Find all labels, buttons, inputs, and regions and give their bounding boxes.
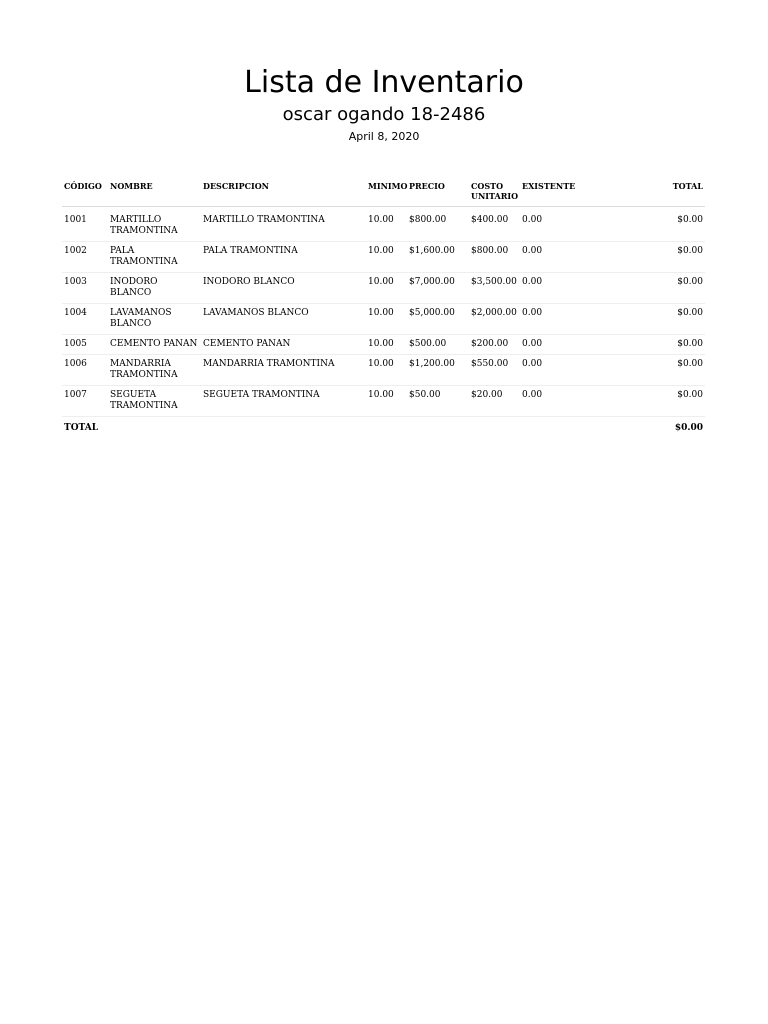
table-row xyxy=(62,211,705,242)
cell-costo: $200.00 xyxy=(469,335,520,355)
cell-costo: $400.00 xyxy=(469,211,520,242)
table-body xyxy=(62,207,705,439)
cell-existente: 0.00 xyxy=(520,242,580,273)
cell-precio: $7,000.00 xyxy=(407,273,469,304)
table-row xyxy=(62,335,705,355)
table-header-row xyxy=(62,178,705,207)
cell-minimo: 10.00 xyxy=(366,304,407,335)
report-subtitle: oscar ogando 18-2486 xyxy=(282,104,486,125)
total-label: TOTAL xyxy=(64,423,99,433)
cell-costo: $2,000.00 xyxy=(469,304,520,335)
grand-total-value: $0.00 xyxy=(674,423,703,433)
table-row xyxy=(62,386,705,417)
cell-total: $0.00 xyxy=(580,211,705,242)
header-existente: EXISTENTE xyxy=(520,178,580,207)
cell-minimo: 10.00 xyxy=(366,386,407,417)
report-header xyxy=(0,64,768,144)
cell-nombre: SEGUETA TRAMONTINA xyxy=(108,386,201,417)
cell-nombre: CEMENTO PANAN xyxy=(108,335,201,355)
cell-minimo: 10.00 xyxy=(366,335,407,355)
cell-costo: $3,500.00 xyxy=(469,273,520,304)
cell-existente: 0.00 xyxy=(520,304,580,335)
cell-total: $0.00 xyxy=(580,242,705,273)
cell-existente: 0.00 xyxy=(520,386,580,417)
cell-descripcion: INODORO BLANCO xyxy=(201,273,366,304)
cell-minimo: 10.00 xyxy=(366,242,407,273)
cell-codigo: 1001 xyxy=(62,211,108,242)
table-row xyxy=(62,304,705,335)
cell-codigo: 1002 xyxy=(62,242,108,273)
cell-descripcion: CEMENTO PANAN xyxy=(201,335,366,355)
cell-codigo: 1007 xyxy=(62,386,108,417)
report-date: April 8, 2020 xyxy=(348,130,420,143)
header-costo-unitario: COSTO UNITARIO xyxy=(469,178,520,207)
cell-precio: $1,200.00 xyxy=(407,355,469,386)
table-row xyxy=(62,242,705,273)
cell-codigo: 1004 xyxy=(62,304,108,335)
cell-nombre: PALA TRAMONTINA xyxy=(108,242,201,273)
header-codigo: CÓDIGO xyxy=(62,178,108,207)
cell-nombre: MARTILLO TRAMONTINA xyxy=(108,211,201,242)
cell-precio: $5,000.00 xyxy=(407,304,469,335)
cell-descripcion: SEGUETA TRAMONTINA xyxy=(201,386,366,417)
cell-existente: 0.00 xyxy=(520,211,580,242)
header-total: TOTAL xyxy=(580,178,705,207)
table-row xyxy=(62,355,705,386)
cell-total: $0.00 xyxy=(580,273,705,304)
cell-descripcion: MANDARRIA TRAMONTINA xyxy=(201,355,366,386)
cell-descripcion: PALA TRAMONTINA xyxy=(201,242,366,273)
cell-minimo: 10.00 xyxy=(366,355,407,386)
cell-codigo: 1005 xyxy=(62,335,108,355)
cell-total: $0.00 xyxy=(580,386,705,417)
cell-costo: $800.00 xyxy=(469,242,520,273)
cell-costo: $20.00 xyxy=(469,386,520,417)
cell-nombre: MANDARRIA TRAMONTINA xyxy=(108,355,201,386)
header-precio: PRECIO xyxy=(407,178,469,207)
cell-nombre: INODORO BLANCO xyxy=(108,273,201,304)
cell-costo: $550.00 xyxy=(469,355,520,386)
report-title: Lista de Inventario xyxy=(244,65,524,100)
cell-precio: $1,600.00 xyxy=(407,242,469,273)
cell-existente: 0.00 xyxy=(520,273,580,304)
cell-precio: $800.00 xyxy=(407,211,469,242)
cell-codigo: 1003 xyxy=(62,273,108,304)
cell-precio: $500.00 xyxy=(407,335,469,355)
cell-total: $0.00 xyxy=(580,335,705,355)
inventory-table xyxy=(62,178,705,438)
cell-precio: $50.00 xyxy=(407,386,469,417)
cell-minimo: 10.00 xyxy=(366,273,407,304)
table-row xyxy=(62,273,705,304)
total-row xyxy=(62,417,705,439)
cell-minimo: 10.00 xyxy=(366,211,407,242)
header-descripcion: DESCRIPCION xyxy=(201,178,366,207)
cell-existente: 0.00 xyxy=(520,335,580,355)
cell-nombre: LAVAMANOS BLANCO xyxy=(108,304,201,335)
header-nombre: NOMBRE xyxy=(108,178,201,207)
cell-existente: 0.00 xyxy=(520,355,580,386)
cell-descripcion: MARTILLO TRAMONTINA xyxy=(201,211,366,242)
cell-total: $0.00 xyxy=(580,355,705,386)
cell-descripcion: LAVAMANOS BLANCO xyxy=(201,304,366,335)
cell-codigo: 1006 xyxy=(62,355,108,386)
cell-total: $0.00 xyxy=(580,304,705,335)
header-minimo: MINIMO xyxy=(366,178,407,207)
